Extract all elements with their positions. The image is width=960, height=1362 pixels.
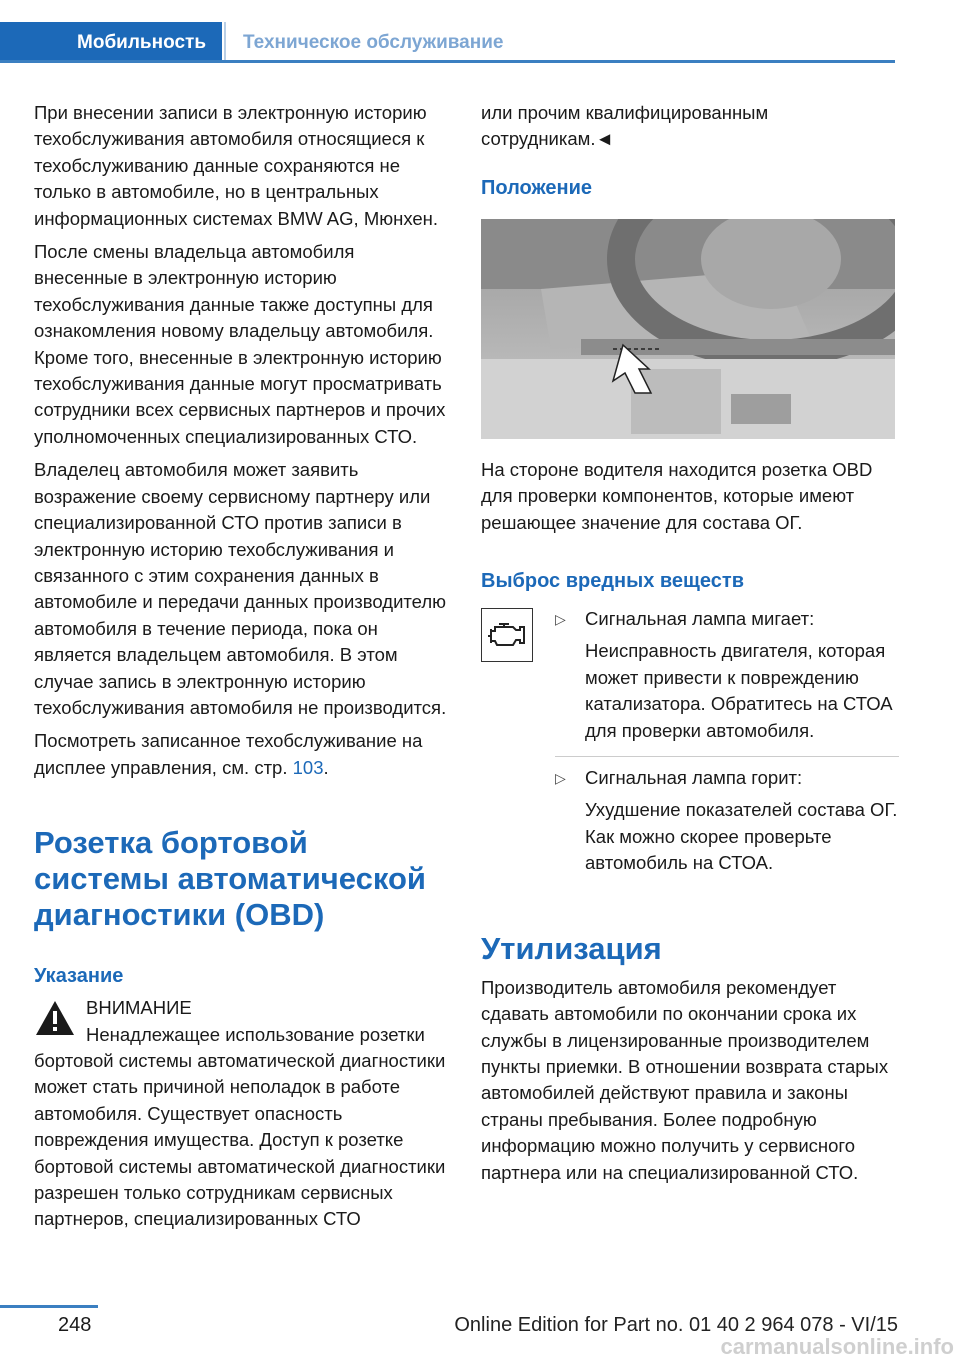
- paragraph-4-text: Посмотреть записанное техобслуживание на дисплее управления, см. стр.: [34, 730, 423, 778]
- engine-warning-icon: [481, 608, 533, 662]
- watermark: carmanualsonline.info: [720, 1334, 954, 1359]
- right-column: [481, 100, 899, 1193]
- list-item: [555, 765, 899, 883]
- obd-location-photo: [481, 219, 895, 439]
- bullet-triangle-icon: ▷: [555, 611, 566, 628]
- paragraph-3: Владелец автомобиля может заявить возражение своему сервисному партнеру или специализированной СТО против записи в электронную историю техобслуживания и связанного с этим сохранения данных в автомобиле и передачи данных производителю автомобиля в течение периода, пока он является владельцем автомобиля. В этом случае запись в электронную историю техобслуживания автомобиля не производится.: [34, 459, 447, 718]
- paragraph-4: [34, 728, 450, 781]
- recycling-title: Утилизация: [481, 930, 662, 966]
- warning-caps: ВНИМАНИЕ: [86, 997, 192, 1019]
- bullet-triangle-icon: ▷: [555, 770, 566, 787]
- warning-continued: бортовой системы автоматической диагностики может стать причиной неполадок в работе автомобиля. Существует опасность повреждения имущества. Доступ к розетке бортовой системы автоматической диагностики разрешен только сотрудникам сервисных партнеров, специализированных СТО: [34, 1049, 446, 1230]
- continued-paragraph: или прочим квалифицированным сотрудникам.◄: [481, 102, 769, 150]
- emissions-title: Выброс вредных веществ: [481, 570, 744, 593]
- emissions-bullets: [555, 606, 899, 883]
- recycling-text: Производитель автомобиля рекомендует сдавать автомобили по окончании срока их службы в лицензированные производителем пункты приемки. В отношении возврата старых автомобилей действуют правила и законы страны пребывания. Более подробную информацию можно получить у сервисного партнера или на специализированной СТО.: [481, 976, 889, 1183]
- position-title: Положение: [481, 176, 593, 199]
- page-number: 248: [58, 1314, 92, 1336]
- bullet-divider: [555, 756, 899, 757]
- warning-block: [34, 995, 450, 1048]
- tab-maintenance[interactable]: Техническое обслуживание: [243, 31, 504, 53]
- obd-section-title: Розетка бортовой системы автоматической диагностики (OBD): [34, 825, 426, 933]
- warning-icon: [34, 995, 76, 1048]
- photo-caption: На стороне водителя находится розетка OBD для проверки компонентов, которые имеют решающее значение для состава ОГ.: [481, 458, 873, 533]
- paragraph-1: При внесении записи в электронную историю техобслуживания автомобиля относящиеся к техобслуживанию данные сохраняются не только в автомобиле, но в центральных информационных системах BMW AG, Мюнхен.: [34, 102, 439, 229]
- list-item: [555, 606, 899, 750]
- bullet-1-head: Сигнальная лампа мигает:: [585, 608, 815, 630]
- emissions-block: [481, 606, 899, 883]
- edition-footer: Online Edition for Part no. 01 40 2 964 078 - VI/15: [454, 1314, 898, 1336]
- tab-mobility[interactable]: Мобильность: [0, 22, 222, 63]
- tab-separator: [224, 22, 226, 63]
- page-number-rule: [0, 1305, 98, 1308]
- note-title: Указание: [34, 965, 124, 988]
- warning-line: Ненадлежащее использование розетки: [86, 1023, 425, 1045]
- page-link[interactable]: 103: [292, 756, 324, 778]
- paragraph-4-end: .: [323, 756, 329, 778]
- header-rule: [0, 60, 895, 63]
- left-column: [34, 100, 450, 1233]
- bullet-1-body: Неисправность двигателя, которая может привести к повреждению катализатора. Обратитесь на СТОА для проверки автомобиля.: [585, 640, 893, 741]
- bullet-2-head: Сигнальная лампа горит:: [585, 767, 803, 789]
- bullet-2-body: Ухудшение показателей состава ОГ. Как можно скорее проверьте автомобиль на СТОА.: [585, 799, 898, 874]
- paragraph-2: После смены владельца автомобиля внесенные в электронную историю техобслуживания данные также доступны для ознакомления новому владельцу автомобиля. Кроме того, внесенные в электронную историю техобслуживания данные могут просматривать сотрудники всех сервисных партнеров и прочих уполномоченных специализированных СТО.: [34, 241, 446, 447]
- warning-text: [86, 995, 450, 1048]
